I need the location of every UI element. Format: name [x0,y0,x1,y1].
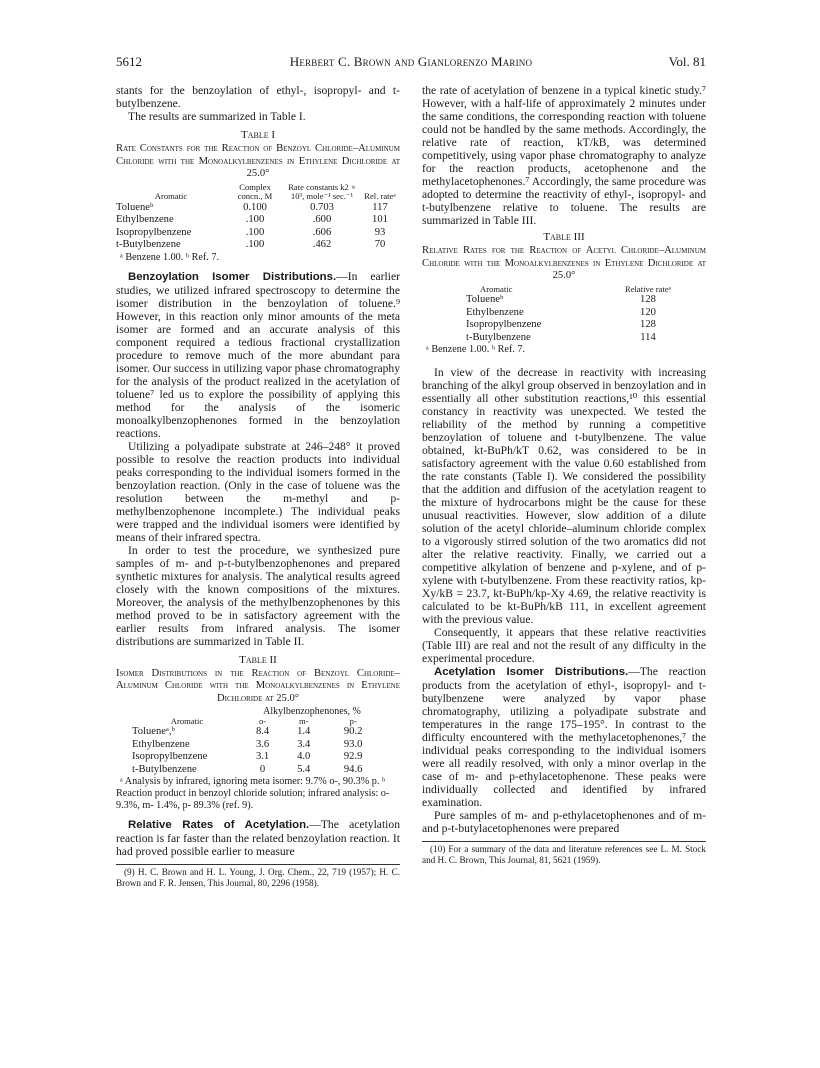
table-cell: 90.2 [343,726,363,737]
table-header-row [466,285,706,295]
table-cell: .600 [312,214,332,225]
table-cell: Ethylbenzene [132,738,190,750]
column-header: Rate constants k2 × 10³, mole⁻¹ sec.⁻¹ [288,181,356,201]
table-row [466,307,706,320]
table-cell: .462 [312,239,332,250]
table-row [132,726,382,739]
table-cell: t-Butylbenzene [132,763,197,775]
table-footnote: ᵃ Benzene 1.00. ᵇ Ref. 7. [120,251,220,263]
table-cell: Tolueneᵇ [466,294,504,305]
table-cell: 117 [372,201,388,213]
column-header: Complex concn., M [237,181,273,201]
paragraph: stants for the benzoylation of ethyl-, isopropyl- and t-butylbenzene. [116,84,400,110]
table-cell: 3.4 [297,738,311,750]
table-cell: Isopropylbenzene [132,751,208,762]
section-heading: Relative Rates of Acetylation. [128,819,310,831]
paragraph: Utilizing a polyadipate substrate at 246–248° it proved possible to resolve the reaction products into individual peaks corresponding to the individual isomers formed in the benzoylation reaction. (Only in the case of toluene was the resolution between the m-methyl and p-methylbenzophenone incomplete.) The individual peaks were trapped and the individual isomers were identified by means of their infrared spectra. [116,439,400,544]
table-cell: 3.6 [255,738,270,750]
section-paragraph [422,665,706,809]
data-table [132,707,382,776]
paragraph-text: —The acetylation reaction is far faster than the related benzoylation reaction. It had proved possible earlier to measure [116,818,400,858]
paragraph: The results are summarized in Table I. [128,110,306,123]
section-heading: Acetylation Isomer Distributions. [434,666,629,678]
table-footnote: ᵃ Analysis by infrared, ignoring meta isomer: 9.7% o-, 90.3% p. ᵇ Reaction product in benzoyl chloride solution; infrared analysis: o- 9.3%, m- 1.4%, p- 89.3% (ref. 9). [116,776,390,811]
table-label: Table I [240,129,276,141]
section-paragraph [116,818,400,858]
table-cell: 114 [640,331,656,343]
table-cell: t-Butylbenzene [116,239,181,250]
column-header: p- [349,715,357,726]
table-cell: 1.4 [297,726,311,737]
page-number: 5612 [116,54,142,69]
table-cell: Ethylbenzene [116,214,174,225]
table-cell: 8.4 [255,726,270,737]
paragraph: In order to test the procedure, we synthesized pure samples of m- and p-t-butylbenzophenones and prepared synthetic mixtures for analysis. The analytical results agreed closely with the known compositions of the mixtures. Moreover, the analysis of the methylbenzophenones by this method proved to be in satisfactory agreement with the earlier results from infrared analysis. The isomer distributions are summarized in Table II. [116,543,400,648]
table-cell: .100 [245,239,265,250]
table-cell: 5.4 [297,763,311,775]
left-column [116,84,400,889]
footnote-rule [116,864,400,865]
paragraph: Consequently, it appears that these relative reactivities (Table III) are real and not the result of any difficulty in the experimental procedure. [422,626,706,665]
table-row [116,214,400,227]
running-header [116,54,706,72]
column-header: m- [298,715,309,726]
table-cell: .100 [245,226,265,238]
table-header-row [132,717,382,727]
table-cell: 128 [640,319,656,330]
footnote: (9) H. C. Brown and H. L. Young, J. Org. Chem., 22, 719 (1957); H. C. Brown and F. R. Jensen, This Journal, 80, 2296 (1958). [116,867,400,888]
column-header: Aromatic [480,283,513,294]
volume-label: Vol. 81 [668,54,706,69]
table-cell: 120 [640,306,656,318]
table-cell: 70 [374,239,386,250]
table-row [466,319,706,332]
table-row [116,239,400,252]
section-heading: Benzoylation Isomer Distributions. [128,270,337,283]
data-table [466,285,706,345]
table-caption: Rate Constants for the Reaction of Benzoyl Chloride–Aluminum Chloride with the Monoalkylbenzenes in Ethylene Dichloride at 25.0° [116,143,400,179]
table-cell: .606 [312,226,332,238]
paragraph-text: —In earlier studies, we utilized infrared spectroscopy to determine the isomer distribution in the benzoylation of toluene.⁹ However, in this reaction only minor amounts of the meta isomer are formed and an accurate analysis of this component required a tedious fractional crystallization procedure to remove much of the more abundant para isomer. Our success in utilizing vapor phase chromatography for the analysis of the product realized in the acetylation of toluene⁷ led us to explore the possibility of applying this method for the analysis of the isomeric monoalkylbenzophenones formed in the benzoylation reactions. [116,269,400,440]
table-row [132,751,382,764]
table-cell: 94.6 [343,763,363,775]
table-3 [422,231,706,356]
table-row [116,202,400,215]
table-label: Table II [239,653,277,666]
table-footnote: ᵃ Benzene 1.00. ᵇ Ref. 7. [426,344,526,355]
paragraph: Pure samples of m- and p-ethylacetophenones and of m- and p-t-butylacetophenones were prepared [422,809,706,835]
column-header: o- [258,715,267,726]
column-header: Rel. rateᵃ [364,191,396,201]
paragraph-text: —The reaction products from the acetylation of ethyl-, isopropyl- and t-butylbenzene were analyzed by vapor phase chromatography, utilizing a polyadipate substrate and temperatures in the range 175–195°. In contrast to the difficulty encountered with the methylacetophenones,⁷ the individual peaks corresponding to the individual isomers were all readily resolved, with only a minor overlap in the case of m- and p-ethylacetophenone. These peaks were individually collected and identified by infrared examination. [422,665,706,809]
footnote: (10) For a summary of the data and literature references see L. M. Stock and H. C. Brown, This Journal, 81, 5621 (1959). [422,844,706,865]
authors-line: Herbert C. Brown and Gianlorenzo Marino [289,54,533,69]
group-header: Alkylbenzophenones, % [263,706,361,717]
table-cell: 128 [640,294,656,305]
paragraph: In view of the decrease in reactivity with increasing branching of the alkyl group observed in benzoylation and in essentially all other substitution reactions,¹⁰ this essential constancy in reactivity was unexpected. We tested the reliability of the method by running a competitive benzoylation of toluene and t-butylbenzene. The value obtained, kt-BuPh/kT 0.62, was considered to be in satisfactory agreement with the value 0.60 established from the rate constants (Table I). We considered the possibility that the addition and diffusion of the acetylation reagent to the mixture of hydrocarbons might be the cause for these unusual reactivities. However, slow addition of a dilute solution of the acetyl chloride–aluminum chloride complex to a vigorously stirred solution of the two aromatics did not alter the relative reactivity. Finally, we carried out a competitive alkylation of benzene and p-xylene, and of p-xylene with t-butylbenzene. From these reactivity ratios, kp-Xy/kB = 23.7, kt-BuPh/kp-Xy 4.69, the relative reactivity is calculated to be kt-BuPh/kB 111, in excellent agreement with the previous value. [422,366,706,626]
data-table [116,183,400,252]
table-2 [116,654,400,813]
section-paragraph [116,270,400,440]
table-row [466,294,706,307]
table-group-header-row [132,707,382,717]
paragraph: the rate of acetylation of benzene in a typical kinetic study.⁷ However, with a half-life of approximately 2 minutes under the same conditions, the corresponding reaction with toluene could not be handled by the same methods. Accordingly, the relative rate of reaction, kT/kB, was determined competitively, using vapor phase chromatography to analyze for the reaction products, acetophenone and the methylacetophenones.⁷ Accordingly, the same procedure was adopted to determine the reactivity of ethyl-, isopropyl- and t-butylbenzene relative to toluene. The results are summarized in Table III. [422,84,706,227]
table-cell: 92.9 [343,751,363,762]
column-header: Aromatic [170,715,204,726]
table-cell: t-Butylbenzene [466,331,531,343]
table-caption: Relative Rates for the Reaction of Acetyl Chloride–Aluminum Chloride with the Monoalkylbenzenes in Ethylene Dichloride at 25.0° [422,245,706,281]
table-cell: 0.100 [243,201,267,213]
table-cell: Tolueneᵃ,ᵇ [132,726,175,737]
table-row [132,739,382,752]
table-cell: 4.0 [297,751,311,762]
table-row [132,764,382,777]
footnote-rule [422,841,706,842]
table-cell: 93 [374,226,386,238]
table-cell: Isopropylbenzene [466,319,542,330]
table-cell: Isopropylbenzene [116,226,192,238]
column-header: Aromatic [154,191,188,201]
table-cell: 3.1 [255,751,270,762]
table-cell: 93.0 [343,738,363,750]
table-1 [116,129,400,264]
table-label: Table III [543,231,585,243]
table-caption: Isomer Distributions in the Reaction of Benzoyl Chloride–Aluminum Chloride with the Monoalkylbenzenes in Ethylene Dichloride at 25.0° [116,667,400,704]
table-cell: Tolueneᵇ [116,201,154,213]
table-cell: Ethylbenzene [466,306,524,318]
table-cell: 101 [372,214,388,225]
table-row [116,227,400,240]
column-header: Relative rateᵃ [624,283,671,294]
table-header-row [116,183,400,202]
table-row [466,332,706,345]
table-cell: 0.703 [310,201,334,213]
table-cell: .100 [245,214,265,225]
right-column [422,84,706,866]
table-cell: 0 [259,763,266,775]
